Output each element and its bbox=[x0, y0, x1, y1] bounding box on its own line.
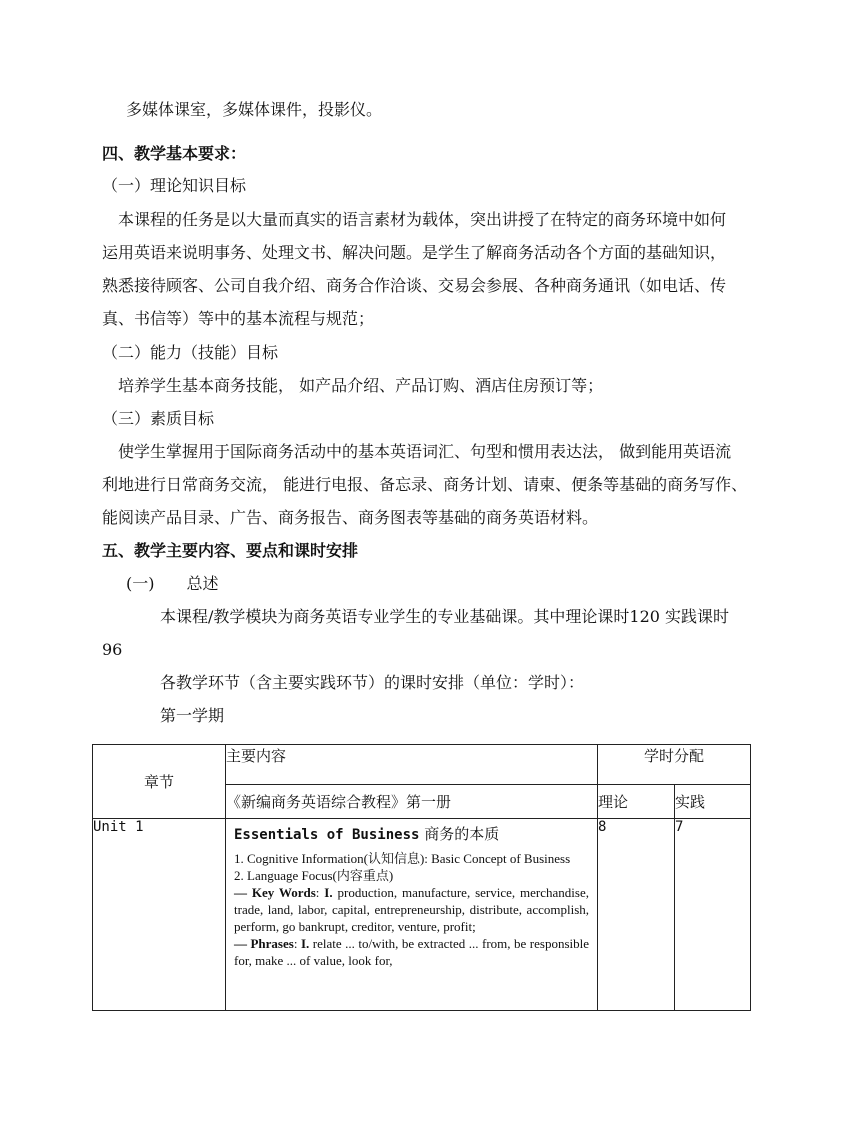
phrases-text: relate ... to/with, be extracted ... from, be responsible for, make ... of value, look for, bbox=[234, 936, 589, 968]
chapter-cell bbox=[93, 819, 226, 1011]
hours-header: 学时分配 bbox=[644, 747, 705, 765]
section-5-heading: 五、教学主要内容、要点和课时安排 bbox=[102, 541, 359, 560]
paragraph-line: 本课程/教学模块为商务英语专业学生的专业基础课。其中理论课时120 实践课时 bbox=[160, 607, 730, 626]
table-header-row bbox=[93, 745, 751, 785]
table-row bbox=[93, 819, 751, 1011]
practice-hours: 7 bbox=[675, 819, 684, 835]
section-5-sub1-title: 总述 bbox=[186, 574, 219, 593]
content-cell bbox=[226, 819, 598, 1011]
theory-header-cell bbox=[598, 785, 675, 819]
key-words-label: — Key Words bbox=[234, 885, 316, 900]
paragraph-line: 能阅读产品目录、广告、商务报告、商务图表等基础的商务英语材料。 bbox=[102, 508, 599, 527]
theory-hours: 8 bbox=[598, 819, 607, 835]
book-title-cell bbox=[226, 785, 598, 819]
phrases-label: — Phrases bbox=[234, 936, 294, 951]
section-4-sub1-title: （一）理论知识目标 bbox=[102, 176, 247, 195]
semester-label: 第一学期 bbox=[160, 706, 225, 725]
section-5-sub1 bbox=[126, 574, 219, 594]
book-title: 《新编商务英语综合教程》第一册 bbox=[226, 793, 452, 811]
practice-header-cell bbox=[675, 785, 751, 819]
section-4-heading: 四、教学基本要求： bbox=[102, 144, 247, 163]
paragraph-line: 使学生掌握用于国际商务活动中的基本英语词汇、句型和惯用表达法， 做到能用英语流 bbox=[118, 442, 732, 461]
paragraph-line: 真、书信等）等中的基本流程与规范； bbox=[102, 309, 375, 328]
language-focus: 2. Language Focus(内容重点) bbox=[234, 868, 394, 883]
paragraph-line: 本课程的任务是以大量而真实的语言素材为载体，突出讲授了在特定的商务环境中如何 bbox=[118, 210, 727, 229]
chapter-name: Unit 1 bbox=[93, 819, 144, 835]
section-4-sub3-title: （三）素质目标 bbox=[102, 409, 215, 428]
unit-details bbox=[226, 850, 597, 969]
chapter-header-cell bbox=[93, 745, 226, 819]
practice-header: 实践 bbox=[675, 793, 706, 811]
section-5-sub1-number: (一) bbox=[126, 574, 155, 593]
key-words-text: production, manufacture, service, merchandise, trade, land, labor, capital, entrepreneurship, distribute, accomplish, perform, go bankrupt, creditor, venture, profit; bbox=[234, 885, 589, 934]
unit-title-en: Essentials of Business bbox=[234, 827, 420, 843]
paragraph-line: 96 bbox=[102, 640, 123, 659]
unit-title-cn: 商务的本质 bbox=[424, 825, 500, 843]
section-4-sub2-title: （二）能力（技能）目标 bbox=[102, 343, 279, 362]
unit-title bbox=[226, 819, 597, 844]
key-words: — Key Words: I. production, manufacture, service, merchandise, trade, land, labor, capital, entrepreneurship, distribute, accomplish, perform, go bankrupt, creditor, venture, profit; bbox=[234, 885, 589, 934]
hours-header-cell bbox=[598, 745, 751, 785]
intro-line: 多媒体课室，多媒体课件，投影仪。 bbox=[126, 100, 383, 119]
key-words-roman: I. bbox=[324, 885, 333, 900]
theory-header: 理论 bbox=[598, 793, 629, 811]
paragraph-line: 熟悉接待顾客、公司自我介绍、商务合作洽谈、交易会参展、各种商务通讯（如电话、传 bbox=[102, 276, 727, 295]
phrases: — Phrases: I. relate ... to/with, be extracted ... from, be responsible for, make ... of value, look for, bbox=[234, 936, 589, 968]
chapter-header: 章节 bbox=[143, 773, 174, 791]
content-header-cell bbox=[226, 745, 598, 785]
cognitive-info: 1. Cognitive Information(认知信息): Basic Concept of Business bbox=[234, 851, 571, 866]
phrases-roman: I. bbox=[300, 936, 310, 951]
paragraph-line: 培养学生基本商务技能， 如产品介绍、产品订购、酒店住房预订等； bbox=[118, 376, 604, 395]
paragraph-line: 运用英语来说明事务、处理文书、解决问题。是学生了解商务活动各个方面的基础知识， bbox=[102, 243, 727, 262]
practice-cell bbox=[675, 819, 751, 1011]
schedule-table bbox=[92, 744, 751, 1011]
paragraph-line: 利地进行日常商务交流， 能进行电报、备忘录、商务计划、请柬、便条等基础的商务写作、 bbox=[102, 475, 748, 494]
content-header: 主要内容 bbox=[226, 747, 287, 765]
schedule-line: 各教学环节（含主要实践环节）的课时安排（单位：学时）： bbox=[160, 673, 585, 692]
theory-cell bbox=[598, 819, 675, 1011]
